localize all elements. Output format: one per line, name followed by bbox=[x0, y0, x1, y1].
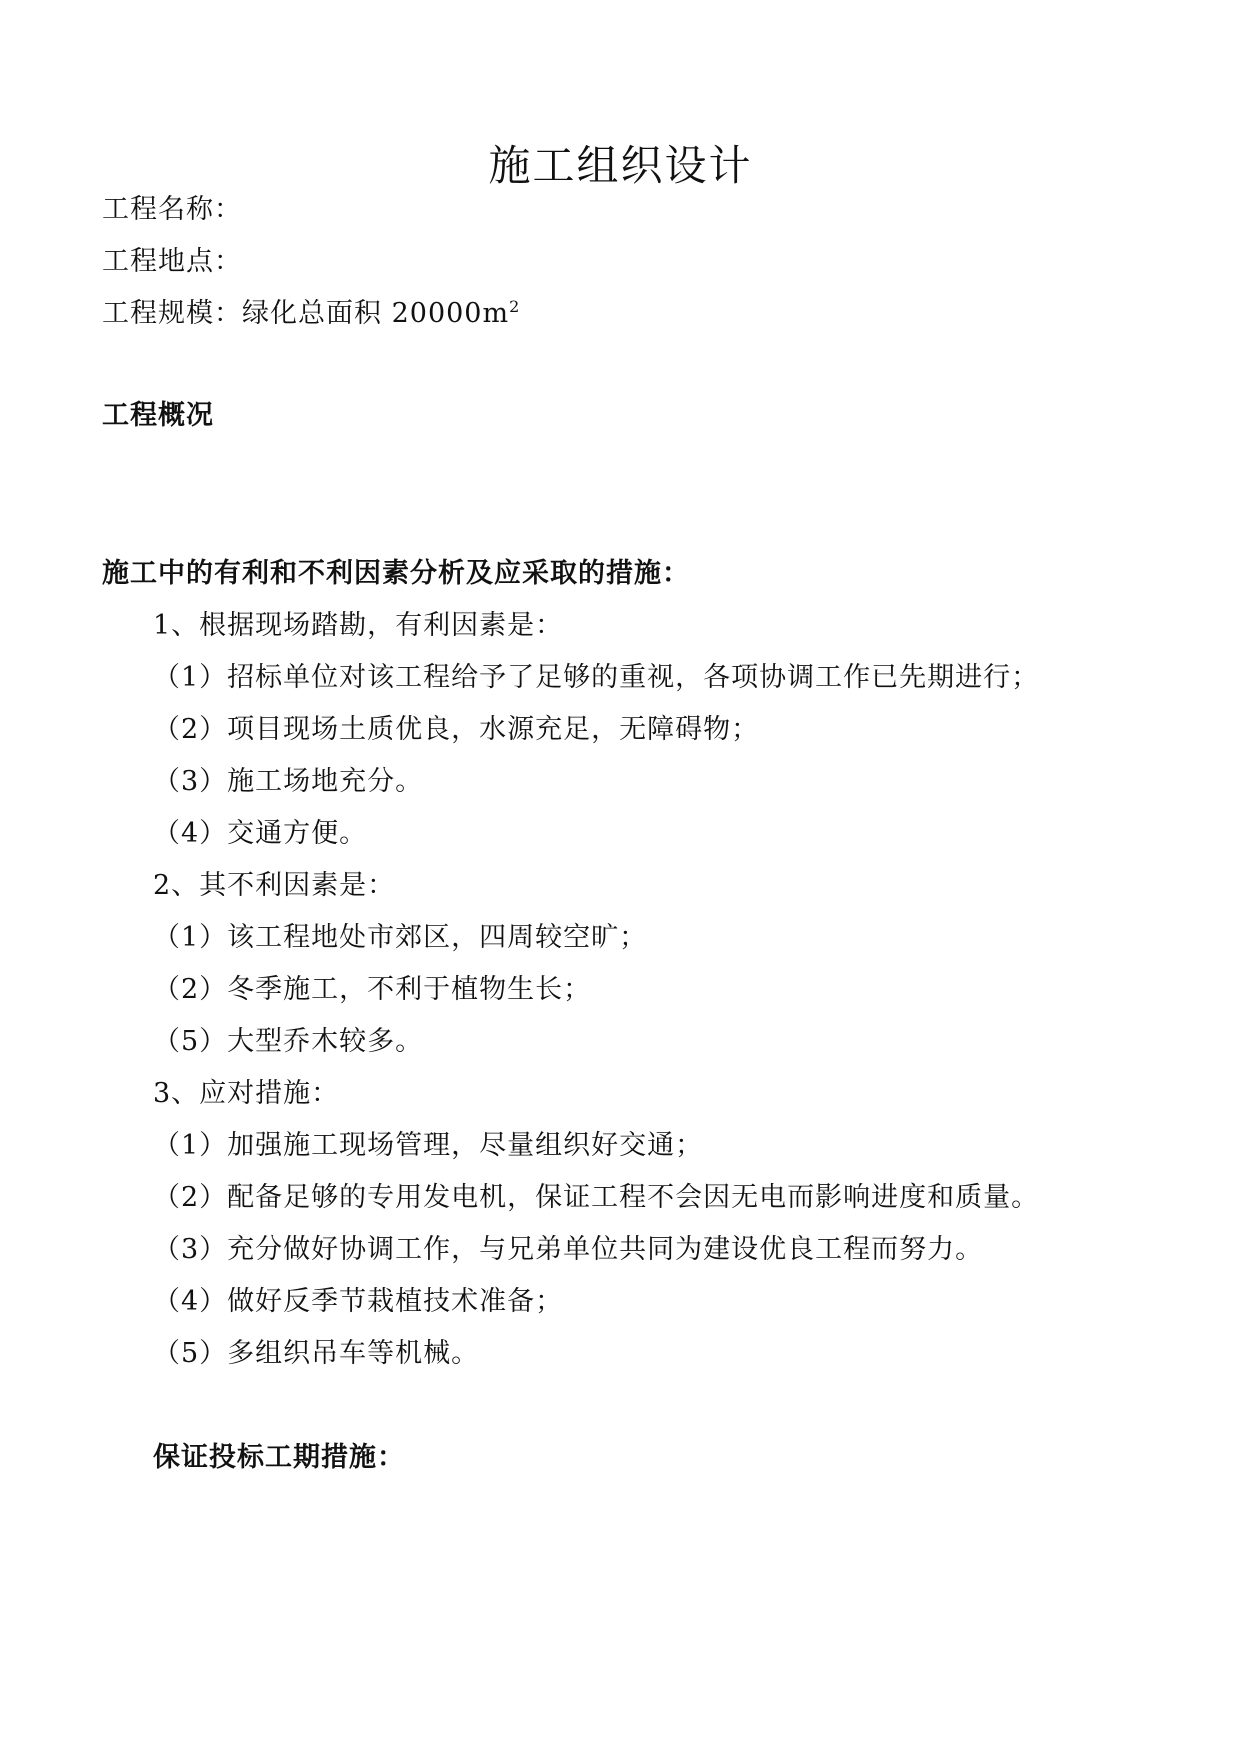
document-title: 施工组织设计 bbox=[488, 141, 753, 190]
section1-item: （3）施工场地充分。 bbox=[153, 766, 424, 797]
project-name-line bbox=[102, 193, 242, 227]
project-scale-line bbox=[102, 297, 520, 331]
analysis-heading: 施工中的有利和不利因素分析及应采取的措施： bbox=[102, 558, 690, 589]
section2-item: （2）冬季施工，不利于植物生长； bbox=[153, 974, 592, 1005]
overview-heading: 工程概况 bbox=[102, 400, 214, 431]
section1-item: （1）招标单位对该工程给予了足够的重视，各项协调工作已先期进行； bbox=[153, 662, 1040, 693]
project-scale-unit-superscript: 2 bbox=[509, 297, 521, 316]
section1-item: （2）项目现场土质优良，水源充足，无障碍物； bbox=[153, 714, 760, 745]
section3-item: （1）加强施工现场管理，尽量组织好交通； bbox=[153, 1130, 704, 1161]
section1-item: （4）交通方便。 bbox=[153, 818, 368, 849]
project-scale-value: 绿化总面积 20000m bbox=[242, 298, 510, 329]
section3-title: 3、应对措施： bbox=[153, 1078, 340, 1109]
section3-item: （3）充分做好协调工作，与兄弟单位共同为建设优良工程而努力。 bbox=[153, 1234, 984, 1265]
section2-item: （5）大型乔木较多。 bbox=[153, 1026, 424, 1057]
project-scale-label: 工程规模： bbox=[102, 298, 242, 329]
project-location-label: 工程地点： bbox=[102, 246, 242, 277]
section3-item: （5）多组织吊车等机械。 bbox=[153, 1338, 480, 1369]
project-location-line bbox=[102, 245, 242, 279]
section3-item: （2）配备足够的专用发电机，保证工程不会因无电而影响进度和质量。 bbox=[153, 1182, 1040, 1213]
project-name-label: 工程名称： bbox=[102, 194, 242, 225]
section2-title: 2、其不利因素是： bbox=[153, 870, 396, 901]
section3-item: （4）做好反季节栽植技术准备； bbox=[153, 1286, 564, 1317]
section2-item: （1）该工程地处市郊区，四周较空旷； bbox=[153, 922, 648, 953]
section1-title: 1、根据现场踏勘，有利因素是： bbox=[153, 610, 564, 641]
schedule-heading: 保证投标工期措施： bbox=[153, 1442, 405, 1473]
